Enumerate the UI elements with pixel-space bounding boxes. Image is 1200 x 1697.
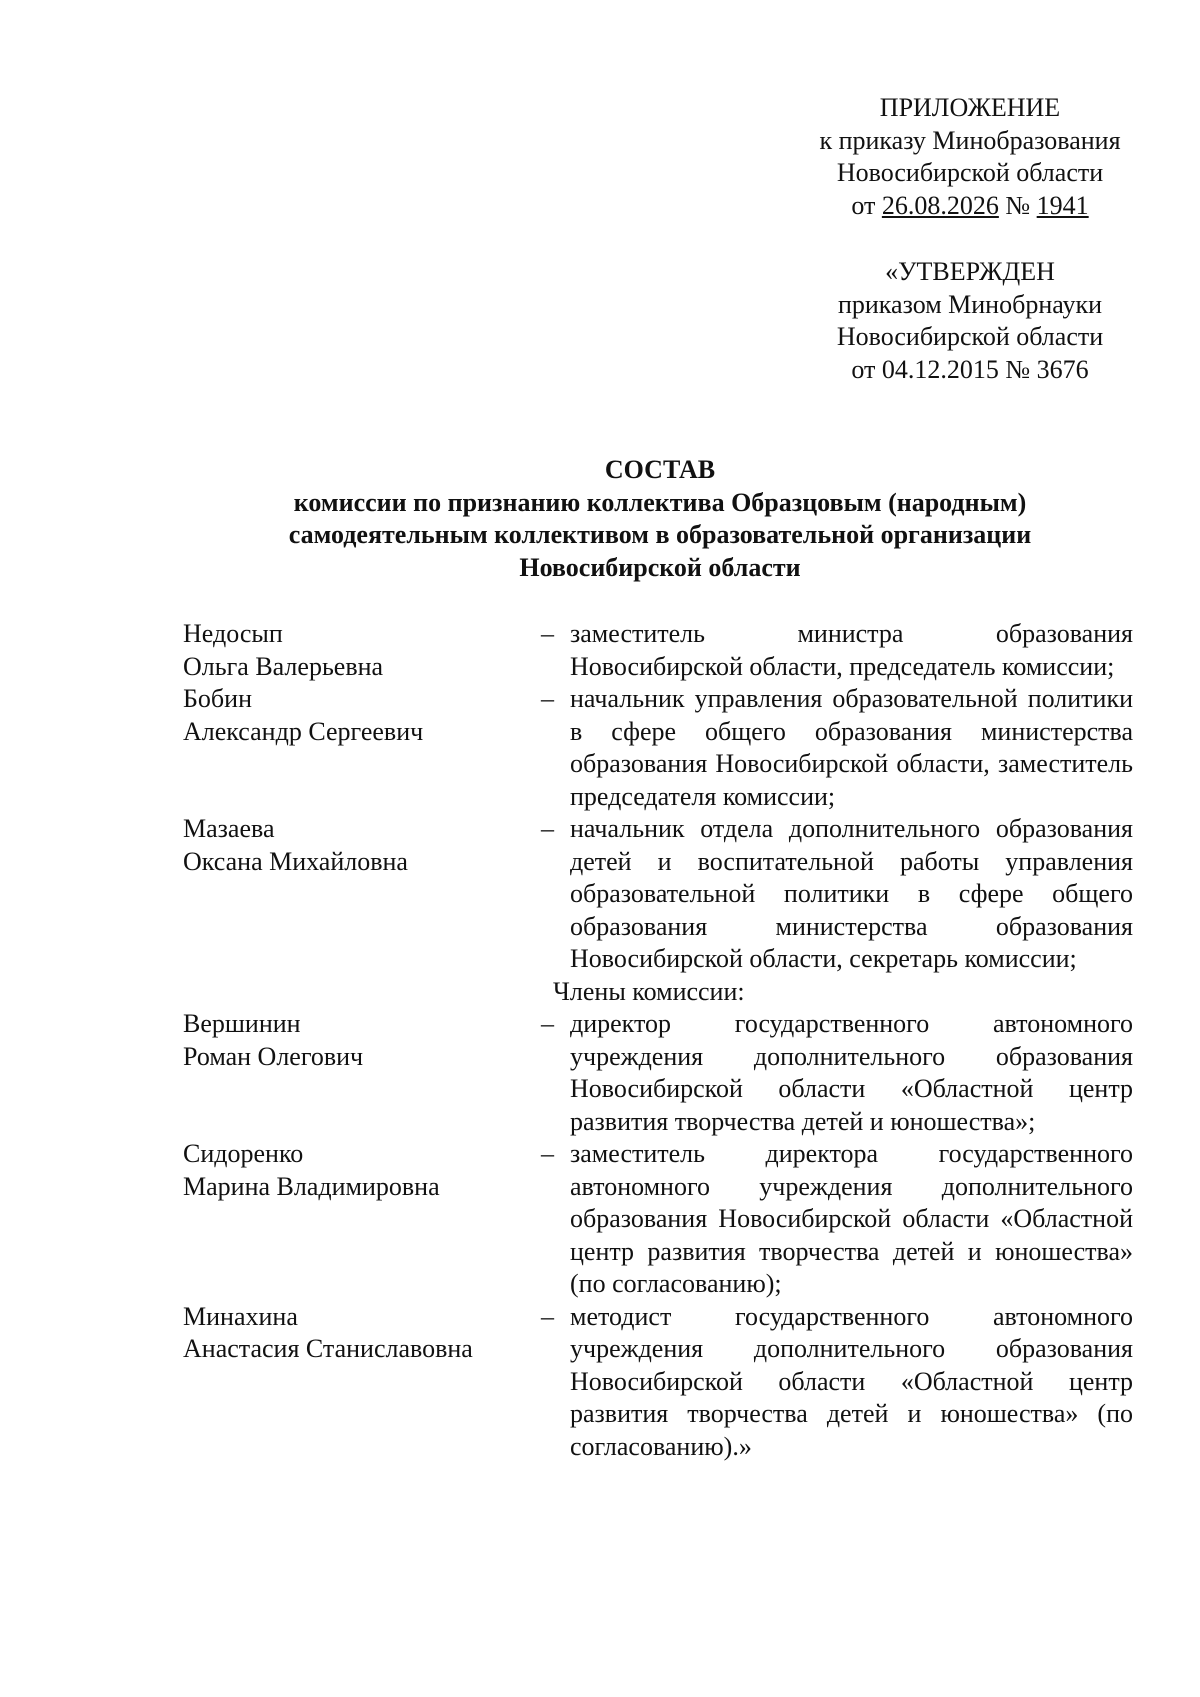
appendix-header [780, 92, 1160, 222]
appendix-line: Новосибирской области [836, 158, 1104, 187]
dash-separator: – [541, 1301, 554, 1331]
member-row [183, 813, 1138, 976]
member-given-names: Анастасия Станиславовна [183, 1334, 473, 1363]
member-surname: Бобин [183, 684, 252, 713]
member-role: методист государственного автономного учреждения дополнительного образования Новосибирской области «Областной центр развития творчества детей и юношества» (по согласованию).» [570, 1301, 1133, 1461]
member-role: заместитель министра образования Новосибирской области, председатель комиссии; [570, 619, 1133, 681]
member-surname: Вершинин [183, 1009, 301, 1038]
member-role: заместитель директора государственного автономного учреждения дополнительного образования Новосибирской области «Областной центр развития творчества детей и юношества» (по согласованию); [570, 1139, 1133, 1298]
heading-line: комиссии по признанию коллектива Образцовым (народным) [293, 487, 1027, 517]
member-surname: Сидоренко [183, 1139, 304, 1168]
members-section-label: Члены комиссии: [553, 976, 745, 1006]
heading-line: самодеятельным коллективом в образовательной организации [288, 520, 1032, 549]
approved-line: Новосибирской области [836, 322, 1104, 351]
member-name [183, 683, 523, 813]
member-name [183, 1138, 523, 1301]
member-surname: Минахина [183, 1301, 298, 1331]
member-name [183, 1008, 523, 1138]
member-given-names: Марина Владимировна [183, 1171, 440, 1201]
dash-separator: – [541, 1139, 554, 1168]
member-given-names: Ольга Валерьевна [183, 651, 384, 681]
heading-title: СОСТАВ [604, 455, 716, 484]
member-surname: Недосып [183, 619, 283, 648]
dash-separator: – [541, 619, 554, 648]
approved-line: приказом Минобрнауки [837, 289, 1103, 319]
member-row [183, 618, 1138, 683]
appendix-date-line [780, 190, 1160, 223]
heading-line: Новосибирской области [519, 552, 801, 582]
member-row [183, 1008, 1138, 1138]
commission-members-list [183, 618, 1138, 1463]
member-row [183, 1138, 1138, 1301]
dash-separator: – [541, 1009, 554, 1038]
number-prefix: № [1005, 190, 1031, 220]
dash-separator: – [541, 684, 554, 713]
appendix-line: к приказу Минобразования [819, 125, 1121, 155]
approved-header [780, 256, 1160, 386]
member-row [183, 1301, 1138, 1464]
member-given-names: Роман Олегович [183, 1041, 364, 1071]
member-surname: Мазаева [183, 814, 275, 843]
member-given-names: Александр Сергеевич [183, 716, 424, 746]
date-prefix: от [851, 190, 876, 220]
order-number: 1941 [1036, 190, 1089, 220]
member-role: начальник отдела дополнительного образования детей и воспитательной работы управления образовательной политики в сфере общего образования министерства образования Новосибирской области, секретарь комиссии; [570, 814, 1133, 973]
approved-title: «УТВЕРЖДЕН [885, 257, 1055, 286]
member-role: директор государственного автономного учреждения дополнительного образования Новосибирской области «Областной центр развития творчества детей и юношества»; [570, 1009, 1133, 1136]
dash-separator: – [541, 814, 554, 843]
member-given-names: Оксана Михайловна [183, 846, 408, 876]
member-row [183, 683, 1138, 813]
document-heading [200, 454, 1120, 584]
order-date: 26.08.2026 [881, 190, 999, 220]
member-name [183, 618, 523, 683]
approved-line: от 04.12.2015 № 3676 [851, 354, 1089, 384]
member-role: начальник управления образовательной политики в сфере общего образования министерства образования Новосибирской области, заместитель председателя комиссии; [570, 684, 1133, 811]
member-name [183, 1301, 523, 1464]
member-name [183, 813, 523, 976]
appendix-title: ПРИЛОЖЕНИЕ [879, 93, 1061, 122]
